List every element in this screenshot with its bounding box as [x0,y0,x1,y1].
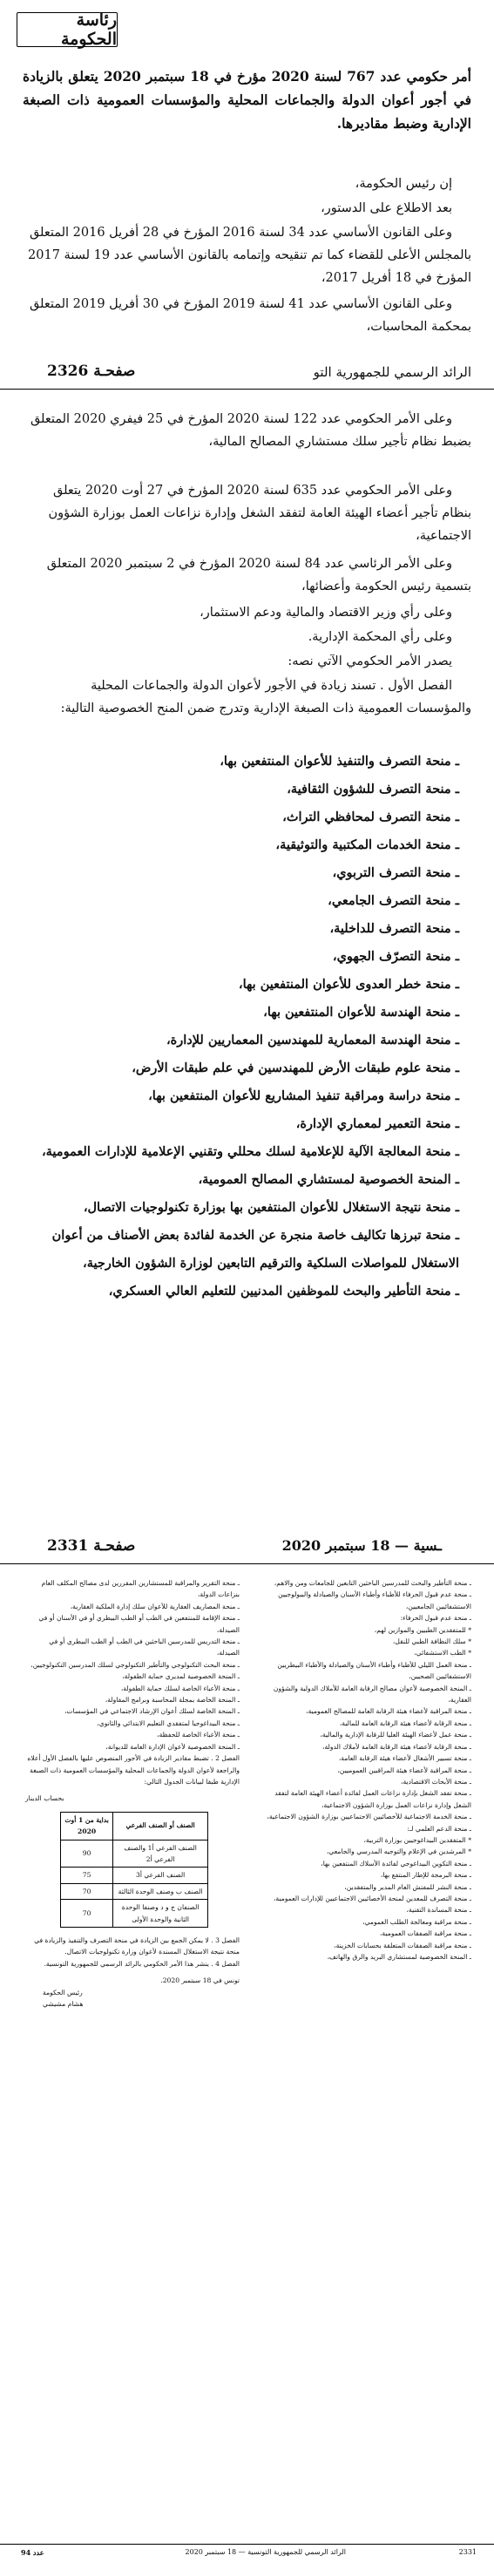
list-item: ـ منحة التصرّف الجهوي، [332,949,459,964]
table-unit: بحساب الدينار [25,1794,64,1803]
journal-title: الرائد الرسمي للجمهورية التو [313,364,471,380]
list-item: * للمتفقدين الطبيين والموازين لهم، [374,1625,471,1634]
list-item: ـ منحة علوم طبقات الأرض للمهندسين في علم طبقات الأرض، [132,1061,459,1075]
grants-list [24,748,459,1305]
article-2: الفصل 2 . تضبط مقادير الزيادة في الأجور المنصوص عليها بالفصل الأول أعلاه والراجعة لأعوان الدولة والجماعات المحلية والمؤسسات العمومية ذات الصبغة الإدارية طبقا لبيانات الجدول التالي: [27,1754,240,1786]
table-cell: الصنف الفرعي أ3 [113,1868,208,1883]
list-item: ـ منحة الهندسة للأعوان المنتفعين بها، [263,1005,459,1020]
list-item: * المتفقدين البيداغوجيين بوزارة التربية، [363,1835,471,1844]
preamble-line: يصدر الأمر الحكومي الآتي نصه: [288,654,452,668]
list-item: ـ منحة مراقبة ومعالجة الطلب العمومي، [362,1917,471,1926]
table-cell: الصنف ب وصنف الوحدة الثالثة [113,1883,208,1899]
page-header [0,359,494,390]
page-1 [0,0,494,359]
list-item: ـ منحة النشر للمفتش العام المدير والمتفقدين، [344,1882,471,1891]
list-item: ـ منحة الأعباء الخاصة للحفظة، [157,1731,240,1739]
list-item: ـ منحة التصرف للداخلية، [329,921,459,936]
column-right [257,1577,471,1963]
table-header-row [61,1812,208,1840]
table-cell: 70 [61,1900,113,1928]
preamble-line: وعلى القانون الأساسي عدد 41 لسنة 2019 المؤرخ في 30 أفريل 2019 المتعلق بمحكمة المحاسبات، [29,297,471,334]
list-item: ـ منحة عدم قبول الحرفاء للأطباء وأطباء الأسنان والصيادلة والبيولوجيين الاستشفائيين الجامعيين، [278,1590,471,1610]
table-header: بداية من 1 أوت 2020 [61,1812,113,1840]
list-item: ـ المنحة الخصوصية لمستشاري البريد والرق والهاتف، [327,1953,471,1961]
list-item: ـ منحة الرقابة لأعضاء هيئة الرقابة العامة لأملاك الدولة، [322,1742,471,1751]
list-item: ـ منحة تفقد الشغل بإدارة نزاعات العمل لفائدة أعضاء الهيئة العامة لتفقد الشغل وإدارة نزاعات العمل بوزارة الشؤون الاجتماعية، [274,1789,471,1809]
list-item: ـ منحة المعالجة الآلية للإعلامية لسلك محللي وتقنيي الإعلامية للإدارات العمومية، [41,1144,459,1159]
list-item: ـ منحة الأعباء الخاصة لسلك حماية الطفولة، [120,1684,240,1692]
page-3 [0,1534,494,2576]
footer-title: الرائد الرسمي للجمهورية التونسية — 18 سبتمبر 2020 [185,2548,346,2556]
preamble-line: وعلى الأمر الرئاسي عدد 84 لسنة 2020 المؤرخ في 2 سبتمبر 2020 المتعلق بتسمية رئيس الحكومة وأعضائها، [46,557,471,593]
table-cell: 75 [61,1868,113,1883]
table-cell: 70 [61,1883,113,1899]
preamble-line: وعلى رأي وزير الاقتصاد والمالية ودعم الاستثمار، [200,606,452,620]
list-item: ـ منحة البرمجة للإطار المنتفع بها، [380,1871,471,1880]
preamble-line: وعلى رأي المحكمة الإدارية. [308,630,452,644]
list-item: * المرشدين في الإعلام والتوجيه المدرسي والجامعي، [326,1847,471,1856]
preamble-line: وعلى الأمر الحكومي عدد 122 لسنة 2020 المؤرخ في 25 فيفري 2020 المتعلق بضبط نظام تأجير سلك مستشاري المصالح المالية، [30,412,471,449]
list-item: ـ المنحة الخصوصية لمستشاري المصالح العمومية، [198,1172,459,1187]
table-cell: الصنفان ج و د وصنفا الوحدة الثانية والوحدة الأولى [113,1900,208,1928]
list-item: ـ منحة التأطير والبحث للمدرسين الباحثين التابعين للجامعات ومن والاهم، [274,1579,471,1587]
list-item: ـ منحة العمل الليلي للأطباء وأطباء الأسنان والصيادلة والأطباء البيطريين الاستشفائيين الصحيين، [277,1660,471,1681]
article-3: الفصل 3 . لا يمكن الجمع بين الزيادة في منحة التصرف والتنفيذ والزيادة في منحة نتيجة الاستغلال المسندة لأعوان وزارة تكنولوجيات الاتصال. [34,1935,240,1956]
page-header [0,1534,494,1564]
list-item: ـ المنحة الخصوصية لأعوان الإدارة العامة للديوانة، [105,1742,240,1751]
list-item: ـ المنحة الخصوصية لأعوان مصالح الرقابة العامة للأملاك الدولية والشؤون العقارية، [273,1684,471,1705]
salary-table [60,1812,208,1928]
list-item: ـ منحة نتيجة الاستغلال للأعوان المنتفعين بها بوزارة تكنولوجيات الاتصال، [83,1200,459,1215]
table-row [61,1900,208,1928]
table-header: الصنف أو الصنف الفرعي [113,1812,208,1840]
list-item: ـ منحة التعمير لمعماري الإدارة، [295,1116,459,1131]
list-item: ـ المنحة الخاصة لسلك أعوان الإرشاد الاجتماعي في المؤسسات، [64,1707,240,1716]
list-item: ـ منحة الخدمة الاجتماعية للأخصائيين الاجتماعيين بوزارة الشؤون الاجتماعية، [267,1813,471,1821]
article-1: الفصل الأول . تسند زيادة في الأجور لأعوان الدولة والجماعات المحلية والمؤسسات العمومية ذات الصبغة الإدارية وتدرج ضمن المنح الخصوصية التالية: [60,679,471,715]
list-item: ـ منحة خطر العدوى للأعوان المنتفعين بها، [238,977,459,992]
page-number: صفحـة 2331 [47,1537,136,1555]
preamble-line: بعد الاطلاع على الدستور، [321,201,452,215]
column-left [25,1577,240,2010]
list-item: ـ منحة التصرف للشؤون الثقافية، [287,782,459,797]
list-item: ـ منحة الإقامة للمنتفعين في الطب أو الطب البيطري أو في الأسنان أو في الصيدلة، [38,1614,240,1634]
ministry-box: رئاسة الحكومة [17,12,118,47]
list-item: ـ منحة عدم قبول الحرفاء: [400,1614,471,1623]
list-item: ـ منحة الخدمات المكتبية والتوثيقية، [275,837,459,852]
list-item: ـ منحة التصرف التربوي، [332,865,459,880]
table-row [61,1840,208,1868]
list-item: ـ منحة مراقبة الصفقات المتعلقة بحسابات الخزينة، [334,1941,471,1949]
list-item: ـ منحة مراقبة الصفقات العمومية، [379,1929,471,1938]
list-item: ـ منحة دراسة ومراقبة تنفيذ المشاريع للأعوان المنتفعين بها، [148,1088,459,1103]
list-item: ـ منحة الهندسة المعمارية للمهندسين المعماريين للإدارة، [166,1033,459,1047]
list-item: ـ منحة التدريس للمدرسين الباحثين في الطب أو الطب البيطري أو في الصيدلة، [49,1637,240,1657]
list-item: ـ منحة الرقابة لأعضاء هيئة الرقابة العامة للمالية، [339,1718,471,1727]
list-item: ـ منحة المساندة التقنية، [406,1906,471,1915]
table-cell: 90 [61,1840,113,1868]
table-row [61,1883,208,1899]
table-cell: الصنف الفرعي أ1 والصنف الفرعي أ2 [113,1840,208,1868]
list-item: ـ المنحة الخاصة بمجلة المحاسبة وبرامج المقاولة، [105,1696,240,1705]
signature-date: تونس في 18 سبتمبر 2020. [160,1976,240,1985]
list-item: ـ منحة المراقبة لأعضاء هيئة الرقابة العامة للمصالح العمومية، [306,1707,471,1716]
decree-title: أمر حكومي عدد 767 لسنة 2020 مؤرخ في 18 سبتمبر 2020 يتعلق بالزيادة في أجور أعوان الدولة والجماعات المحلية والمؤسسات العمومية ذات الصبغة الإدارية وضبط مقاديرها. [23,68,471,132]
preamble-line: وعلى الأمر الحكومي عدد 635 لسنة 2020 المؤرخ في 27 أوت 2020 يتعلق بنظام تأجير أعضاء الهيئة العامة لتفقد الشغل وإدارة نزاعات العمل بوزارة الشؤون الاجتماعية، [48,484,471,543]
article-4: الفصل 4 . ينشر هذا الأمر الحكومي بالرائد الرسمي للجمهورية التونسية. [44,1959,240,1968]
list-item: ـ منحة التأطير والبحث للموظفين المدنيين للتعليم العالي العسكري، [108,1284,459,1298]
preamble-line: وعلى القانون الأساسي عدد 34 لسنة 2016 المؤرخ في 28 أفريل 2016 المتعلق بالمجلس الأعلى للقضاء كما تم تنقيحه وإتمامه بالقانون الأساسي عدد 19 لسنة 2017 المؤرخ في 18 أفريل 2017، [28,226,471,285]
list-item: ـ منحة الدعم العلمي لـ: [407,1824,471,1833]
list-item: ـ منحة البيداغوجيا لمتفقدي التعليم الابتدائي والثانوي، [97,1718,240,1727]
list-item: ـ المنحة الخصوصية لمديري حماية الطفولة، [122,1672,240,1681]
list-item: ـ منحة التصرف والتنفيذ للأعوان المنتفعين بها، [220,754,459,769]
signatory-title: رئيس الحكومة [43,1988,83,1996]
list-item: * سلك النظافة الطبي للنقل، [392,1637,471,1646]
page-footer [0,2544,494,2564]
list-item: ـ منحة التصرف لمحافظي التراث، [282,810,459,824]
preamble-line: إن رئيس الحكومة، [355,177,452,191]
list-item: ـ منحة التصرف للمعدين لمنحة الأخصائيين الاجتماعيين للإدارات العمومية، [273,1894,471,1902]
list-item: ـ منحة التكوين البيداغوجي لفائدة الأسلاك المنتفعين بها، [321,1859,471,1868]
page-number: صفحـة 2326 [47,363,136,380]
page-2 [0,359,494,1534]
list-item: ـ منحة عمل لأعضاء الهيئة العليا للرقابة الإدارية والمالية، [320,1731,471,1739]
list-item: ـ منحة البحث التكنولوجي والتأطير التكنولوجي لسلك المدرسين التكنولوجيين، [30,1660,240,1669]
list-item: ـ منحة المصاريف العقارية للأعوان سلك إدارة الملكية العقارية، [70,1602,240,1610]
list-item: ـ منحة التقرير والمراقبة للمستشارين المقررين لدى مصالح المكلف العام بنزاعات الدولة، [41,1579,240,1599]
list-item: ـ منحة تسيير الأشغال لأعضاء هيئة الرقابة العامة، [338,1754,471,1763]
signatory-name: هشام مشيشي [43,2000,84,2008]
footer-id: 2331 [458,2548,477,2556]
list-item: ـ منحة المراقبة لأعضاء هيئة المراقبين العموميين، [337,1766,471,1774]
table-row [61,1868,208,1883]
footer-page: عدد 94 [21,2548,44,2557]
journal-date: ـسية — 18 سبتمبر 2020 [281,1537,442,1554]
list-item: ـ منحة الأبحاث الاقتصادية، [401,1777,471,1786]
list-item: ـ منحة تبرزها تكاليف خاصة منجرة عن الخدمة لفائدة بعض الأصناف من أعوان الاستغلال للمواصلات السلكية والترقيم التابعين لوزارة الشؤون الخارجية، [51,1228,459,1271]
list-item: * الطب الاستشفائي، [414,1649,471,1657]
list-item: ـ منحة التصرف الجامعي، [328,893,459,908]
